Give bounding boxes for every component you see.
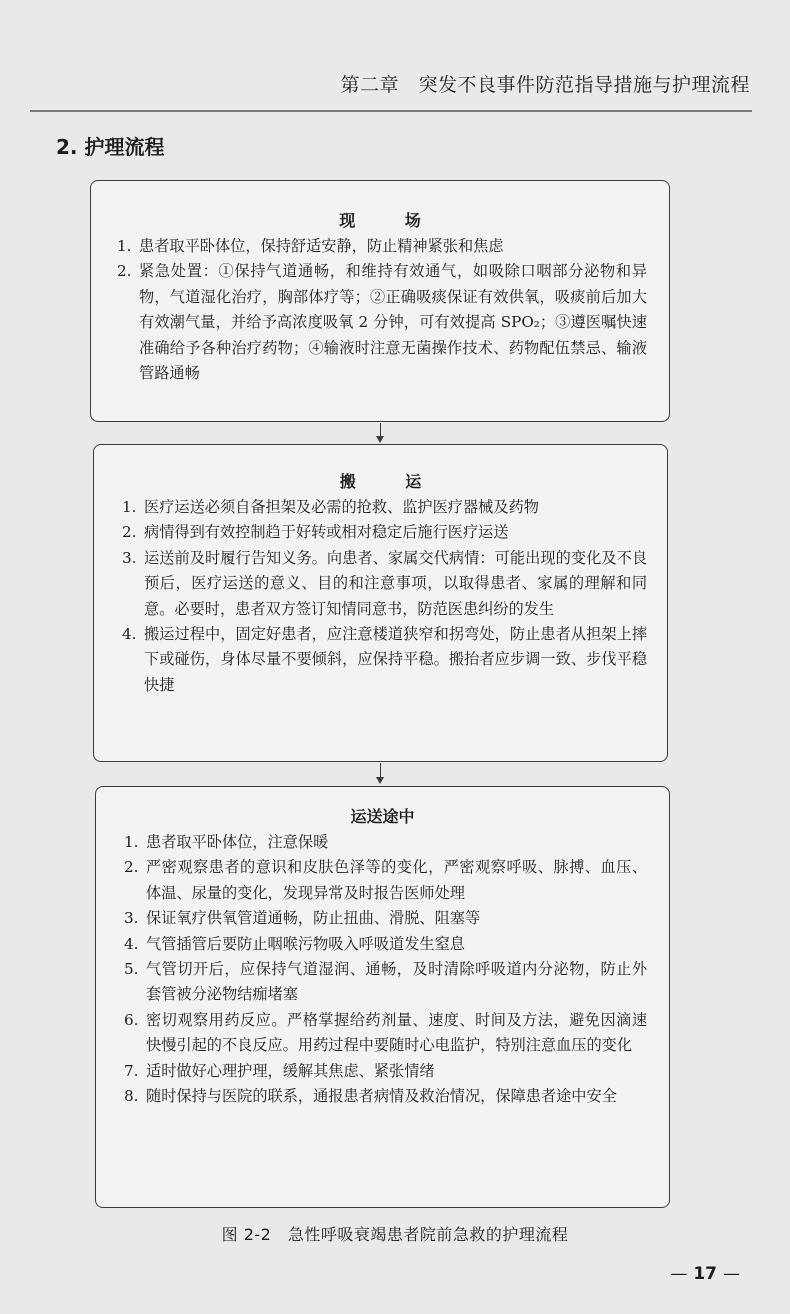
item-number: 1. xyxy=(124,833,139,851)
list-item xyxy=(122,546,647,622)
list-item xyxy=(122,520,647,545)
page-number xyxy=(664,1264,746,1284)
list-item xyxy=(124,1059,647,1084)
list-item xyxy=(124,906,647,931)
list-item xyxy=(117,234,647,259)
item-text: 运送前及时履行告知义务。向患者、家属交代病情：可能出现的变化及不良预后，医疗运送的意义、目的和注意事项，以取得患者、家属的理解和同意。必要时，患者双方签订知情同意书，防范医患纠纷的发生 xyxy=(144,548,647,618)
item-number: 3. xyxy=(122,548,137,567)
list-item xyxy=(124,932,647,957)
item-text: 气管插管后要防止咽喉污物吸入呼吸道发生窒息 xyxy=(146,934,465,953)
item-number: 1. xyxy=(122,498,137,516)
list-item xyxy=(124,1008,647,1059)
item-text: 随时保持与医院的联系，通报患者病情及救治情况，保障患者途中安全 xyxy=(146,1087,617,1106)
figure-caption: 图 2-2 急性呼吸衰竭患者院前急救的护理流程 xyxy=(221,1225,569,1244)
item-number: 2. xyxy=(124,858,139,877)
list-item xyxy=(124,855,647,906)
item-text: 适时做好心理护理，缓解其焦虑、紧张情绪 xyxy=(146,1061,435,1080)
item-number: 8. xyxy=(124,1087,139,1106)
list-item xyxy=(122,495,647,520)
item-text: 严密观察患者的意识和皮肤色泽等的变化，严密观察呼吸、脉搏、血压、体温、尿量的变化，发现异常及时报告医师处理 xyxy=(146,858,647,902)
header-rule xyxy=(30,110,752,112)
flow-arrow-head-icon xyxy=(376,436,384,443)
item-text: 病情得到有效控制趋于好转或相对稳定后施行医疗运送 xyxy=(144,523,509,542)
page-number-dash: — xyxy=(723,1264,740,1284)
item-number: 3. xyxy=(124,909,139,928)
item-text: 医疗运送必须自备担架及必需的抢救、监护医疗器械及药物 xyxy=(144,498,539,516)
item-text: 患者取平卧体位，保持舒适安静，防止精神紧张和焦虑 xyxy=(139,237,504,255)
section-title: 2. 护理流程 xyxy=(56,135,165,159)
list-item xyxy=(124,1084,647,1109)
item-number: 4. xyxy=(122,625,137,644)
list-item xyxy=(117,259,647,386)
item-list xyxy=(94,495,667,698)
list-item xyxy=(124,830,647,855)
item-number: 6. xyxy=(124,1010,139,1029)
item-text: 密切观察用药反应。严格掌握给药剂量、速度、时间及方法，避免因滴速快慢引起的不良反应。用药过程中要随时心电监护，特别注意血压的变化 xyxy=(146,1010,647,1055)
flow-box-en-route xyxy=(95,786,670,1208)
item-number: 2. xyxy=(117,262,132,281)
flow-arrow-head-icon xyxy=(376,777,384,784)
box-title: 运送途中 xyxy=(350,807,415,826)
flow-box-transport xyxy=(93,444,668,762)
box-title: 现 场 xyxy=(339,211,443,230)
item-number: 2. xyxy=(122,523,137,542)
item-list xyxy=(96,830,669,1109)
item-number: 1. xyxy=(117,237,132,255)
item-text: 紧急处置：①保持气道通畅，和维持有效通气，如吸除口咽部分泌物和异物，气道湿化治疗，胸部体疗等；②正确吸痰保证有效供氧，吸痰前后加大有效潮气量，并给予高浓度吸氧 2 分钟，可有效提高 SPO₂；③遵医嘱快速准确给予各种治疗药物；④输液时注意无菌操作技术、药物配伍禁忌、输液管路通畅 xyxy=(139,262,647,383)
item-text: 搬运过程中，固定好患者，应注意楼道狭窄和拐弯处，防止患者从担架上摔下或碰伤，身体尽量不要倾斜，应保持平稳。搬抬者应步调一致、步伐平稳快捷 xyxy=(144,625,647,694)
item-text: 保证氧疗供氧管道通畅，防止扭曲、滑脱、阻塞等 xyxy=(146,909,481,928)
flow-box-scene xyxy=(90,180,670,422)
flow-arrow-line xyxy=(380,763,381,778)
box-title: 搬 运 xyxy=(339,472,444,491)
item-number: 5. xyxy=(124,960,139,979)
item-number: 7. xyxy=(124,1061,139,1080)
item-number: 4. xyxy=(124,934,139,953)
page-number-value: 17 xyxy=(693,1264,717,1284)
list-item xyxy=(122,622,647,698)
list-item xyxy=(124,957,647,1008)
flow-arrow-line xyxy=(380,423,381,437)
chapter-header: 第二章 突发不良事件防范指导措施与护理流程 xyxy=(340,74,750,96)
page-number-dash: — xyxy=(670,1264,688,1284)
item-text: 气管切开后，应保持气道湿润、通畅，及时清除呼吸道内分泌物，防止外套管被分泌物结痂堵塞 xyxy=(146,960,647,1004)
item-text: 患者取平卧体位，注意保暖 xyxy=(146,833,329,851)
item-list xyxy=(91,234,669,386)
